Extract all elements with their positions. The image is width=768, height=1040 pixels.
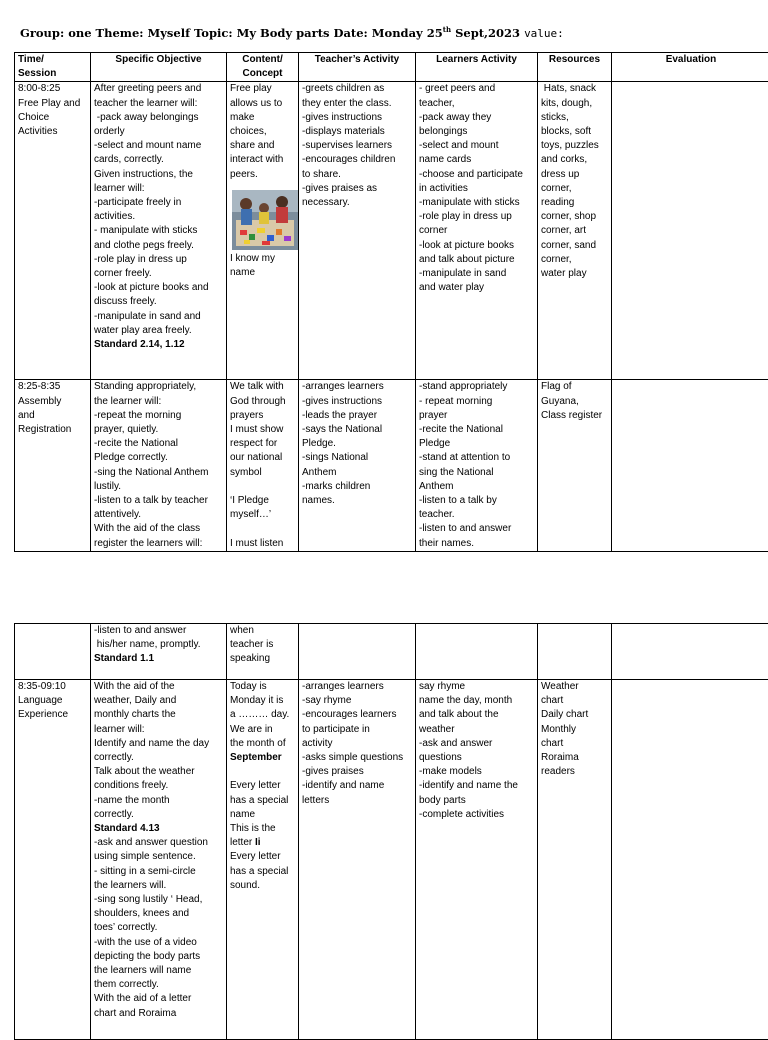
text-line: Identify and name the day [94,737,223,751]
text-line: Experience [18,708,87,722]
text-line: necessary. [302,196,412,210]
table-row [15,82,768,380]
letter-prefix: letter [230,837,255,848]
cell-resources [538,624,612,680]
text-line: -supervises learners [302,139,412,153]
text-line: Anthem [302,466,412,480]
children-playing-photo [232,190,298,250]
text-line: Hats, snack [541,82,608,96]
text-line: -listen to and answer [419,522,534,536]
text-line: the learners will name [94,964,223,978]
standard-label: Standard 1.1 [94,652,223,666]
letter-name: Ii [255,837,261,848]
objective-lines [94,624,223,652]
text-line: -manipulate with sticks [419,196,534,210]
text-line: -pack away belongings [94,111,223,125]
text-line: -complete activities [419,808,534,822]
text-line: Today is [230,680,295,694]
text-line: has a special [230,794,295,808]
text-line: corner, art [541,224,608,238]
text-line: Monthly [541,723,608,737]
text-line [230,765,295,779]
text-line: -ask and answer [419,737,534,751]
content-lines-c [230,850,295,893]
text-line: -arranges learners [302,380,412,394]
header-evaluation: Evaluation [612,53,768,82]
text-line: -with the use of a video [94,936,223,950]
text-line: body parts [419,794,534,808]
text-line: activities. [94,210,223,224]
text-line: -leads the prayer [302,409,412,423]
text-line: I must show [230,423,295,437]
objective-lines-more [94,836,223,1021]
text-line: -stand appropriately [419,380,534,394]
header-learners: Learners Activity [416,53,538,82]
header-objective: Specific Objective [91,53,227,82]
cell-learners [416,82,538,380]
text-line: 8:35-09:10 [18,680,87,694]
text-line: choices, [230,125,295,139]
text-line: -arranges learners [302,680,412,694]
text-line: -marks children [302,480,412,494]
text-line: -role play in dress up [94,253,223,267]
text-line: readers [541,765,608,779]
text-line: This is the [230,822,295,836]
text-line: sound. [230,879,295,893]
text-line: corner [419,224,534,238]
content-month: September [230,751,295,765]
text-line: Every letter [230,850,295,864]
text-line: Monday it is [230,694,295,708]
text-line: prayer, quietly. [94,423,223,437]
text-line: Pledge [419,437,534,451]
text-line: names. [302,494,412,508]
text-line: activity [302,737,412,751]
table-row [15,680,768,1040]
text-line: -says the National [302,423,412,437]
text-line: chart [541,694,608,708]
text-line: -participate freely in [94,196,223,210]
text-line: shoulders, knees and [94,907,223,921]
cell-time [15,680,91,1040]
cell-content [227,380,299,552]
text-line: symbol [230,466,295,480]
text-line: them correctly. [94,978,223,992]
text-line: toes’ correctly. [94,921,223,935]
text-line: We talk with [230,380,295,394]
text-line: depicting the body parts [94,950,223,964]
page-title [20,25,760,40]
text-line: Roraima [541,751,608,765]
header-row [15,53,768,82]
header-content [227,53,299,82]
text-line: -role play in dress up [419,210,534,224]
text-line: the learner will: [94,395,223,409]
text-line: corner, sand [541,239,608,253]
title-value: value: [524,27,564,40]
text-line: -manipulate in sand [419,267,534,281]
text-line: Free play [230,82,295,96]
text-line: Every letter [230,779,295,793]
text-line: Content/ [230,53,295,67]
text-line: chart [541,737,608,751]
text-line: -listen to and answer [94,624,223,638]
text-line: -gives praises [302,765,412,779]
text-line: belongings [419,125,534,139]
text-line: 8:00-8:25 [18,82,87,96]
cell-time [15,624,91,680]
title-superscript: th [443,25,451,34]
text-line: when [230,624,295,638]
table-row [15,624,768,680]
text-line: monthly charts the [94,708,223,722]
text-line: name [230,266,295,280]
text-line: the learners will. [94,879,223,893]
content-lines-b [230,765,295,836]
text-line: their names. [419,537,534,551]
text-line: With the aid of the class [94,522,223,536]
text-line: Guyana, [541,395,608,409]
text-line: correctly. [94,751,223,765]
standard-label: Standard 2.14, 1.12 [94,338,223,352]
title-main: Group: one Theme: Myself Topic: My Body parts Date: Monday 25 [20,26,443,40]
header-time [15,53,91,82]
text-line: - sitting in a semi-circle [94,865,223,879]
text-line: make [230,111,295,125]
text-line: Language [18,694,87,708]
text-line: -gives instructions [302,111,412,125]
cell-time [15,82,91,380]
text-line: speaking [230,652,295,666]
text-line: corner, [541,182,608,196]
text-line: attentively. [94,508,223,522]
text-line: -encourages learners [302,708,412,722]
text-line: prayers [230,409,295,423]
text-line: a ……… day. [230,708,295,722]
text-line: -say rhyme [302,694,412,708]
text-line: water play area freely. [94,324,223,338]
text-line: -asks simple questions [302,751,412,765]
text-line: lustily. [94,480,223,494]
cell-objective [91,624,227,680]
text-line: -greets children as [302,82,412,96]
text-line: dress up [541,168,608,182]
cell-objective [91,380,227,552]
content-lines [230,680,295,751]
lesson-plan-table-1 [14,52,768,552]
text-line: name the day, month [419,694,534,708]
lesson-plan-table-2 [14,623,768,1040]
text-line: teacher. [419,508,534,522]
text-line: -repeat the morning [94,409,223,423]
text-line: learner will: [94,723,223,737]
text-line: 8:25-8:35 [18,380,87,394]
text-line: sticks, [541,111,608,125]
text-line: -recite the National [419,423,534,437]
text-line: Talk about the weather [94,765,223,779]
text-line: Anthem [419,480,534,494]
text-line: myself…’ [230,508,295,522]
content-letter-line [230,836,295,850]
cell-teacher [299,680,416,1040]
standard-label: Standard 4.13 [94,822,223,836]
title-end: Sept,2023 [451,26,524,40]
text-line: interact with [230,153,295,167]
text-line: Given instructions, the [94,168,223,182]
text-line: Concept [230,67,295,81]
text-line: Standing appropriately, [94,380,223,394]
text-line: and clothe pegs freely. [94,239,223,253]
text-line: and corks, [541,153,608,167]
text-line: corner, shop [541,210,608,224]
text-line: -look at picture books [419,239,534,253]
text-line: reading [541,196,608,210]
text-line: teacher, [419,97,534,111]
text-line: -identify and name the [419,779,534,793]
text-line: Weather [541,680,608,694]
text-line: they enter the class. [302,97,412,111]
cell-evaluation [612,82,768,380]
cell-content [227,680,299,1040]
text-line: toys, puzzles [541,139,608,153]
cell-objective [91,82,227,380]
text-line: water play [541,267,608,281]
text-line: allows us to [230,97,295,111]
text-line: learner will: [94,182,223,196]
cell-evaluation [612,624,768,680]
text-line: Activities [18,125,87,139]
text-line: -ask and answer question [94,836,223,850]
text-line: share and [230,139,295,153]
text-line: the month of [230,737,295,751]
text-line: Pledge correctly. [94,451,223,465]
text-line: With the aid of the [94,680,223,694]
text-line: - repeat morning [419,395,534,409]
text-line: -manipulate in sand and [94,310,223,324]
cell-learners [416,380,538,552]
text-line: With the aid of a letter [94,992,223,1006]
text-line: Assembly [18,395,87,409]
text-line: -choose and participate [419,168,534,182]
text-line: Time/ [18,53,87,67]
text-line: and talk about the [419,708,534,722]
text-line: -select and mount [419,139,534,153]
text-line: in activities [419,182,534,196]
text-line: blocks, soft [541,125,608,139]
text-line: Session [18,67,87,81]
text-line: to participate in [302,723,412,737]
text-line: chart and Roraima [94,1007,223,1021]
text-line: correctly. [94,808,223,822]
text-line: teacher the learner will: [94,97,223,111]
text-line: I know my [230,252,295,266]
text-line: letters [302,794,412,808]
text-line: - greet peers and [419,82,534,96]
text-line: -sing song lustily ‘ Head, [94,893,223,907]
header-teacher: Teacher’s Activity [299,53,416,82]
cell-resources [538,380,612,552]
text-line: -displays materials [302,125,412,139]
text-line: teacher is [230,638,295,652]
text-line: and talk about picture [419,253,534,267]
text-line: our national [230,451,295,465]
cell-content [227,82,299,380]
text-line: peers. [230,168,295,182]
text-line: sing the National [419,466,534,480]
text-line: corner freely. [94,267,223,281]
cell-resources [538,680,612,1040]
text-line: Daily chart [541,708,608,722]
cell-learners [416,624,538,680]
text-line: -gives instructions [302,395,412,409]
text-line: -sing the National Anthem [94,466,223,480]
text-line: -select and mount name [94,139,223,153]
cell-content [227,624,299,680]
text-line: I must listen [230,537,295,551]
content-lines [230,82,295,181]
text-line: prayer [419,409,534,423]
text-line: We are in [230,723,295,737]
text-line: Flag of [541,380,608,394]
text-line: -sings National [302,451,412,465]
header-resources: Resources [538,53,612,82]
text-line: to share. [302,168,412,182]
cell-objective [91,680,227,1040]
objective-lines [94,82,223,338]
text-line: cards, correctly. [94,153,223,167]
text-line [230,480,295,494]
cell-teacher [299,624,416,680]
text-line: -listen to a talk by [419,494,534,508]
text-line: weather [419,723,534,737]
text-line: ‘I Pledge [230,494,295,508]
text-line: Free Play and [18,97,87,111]
objective-lines [94,680,223,822]
text-line: -pack away they [419,111,534,125]
text-line: and water play [419,281,534,295]
cell-teacher [299,380,416,552]
text-line: Pledge. [302,437,412,451]
text-line: God through [230,395,295,409]
cell-learners [416,680,538,1040]
cell-evaluation [612,380,768,552]
cell-evaluation [612,680,768,1040]
text-line: conditions freely. [94,779,223,793]
text-line: After greeting peers and [94,82,223,96]
text-line: -look at picture books and [94,281,223,295]
text-line: corner, [541,253,608,267]
text-line: Registration [18,423,87,437]
text-line: -identify and name [302,779,412,793]
text-line: weather, Daily and [94,694,223,708]
text-line: register the learners will: [94,537,223,551]
text-line: his/her name, promptly. [94,638,223,652]
text-line: has a special [230,865,295,879]
text-line: orderly [94,125,223,139]
text-line: kits, dough, [541,97,608,111]
content-lines-after [230,252,295,280]
text-line: using simple sentence. [94,850,223,864]
text-line: name cards [419,153,534,167]
text-line: questions [419,751,534,765]
text-line: say rhyme [419,680,534,694]
text-line [230,522,295,536]
text-line: -gives praises as [302,182,412,196]
text-line: name [230,808,295,822]
text-line: Choice [18,111,87,125]
text-line: discuss freely. [94,295,223,309]
text-line: -make models [419,765,534,779]
text-line: respect for [230,437,295,451]
text-line: Class register [541,409,608,423]
text-line: -stand at attention to [419,451,534,465]
cell-resources [538,82,612,380]
text-line: -name the month [94,794,223,808]
table-row [15,380,768,552]
text-line: -encourages children [302,153,412,167]
text-line: and [18,409,87,423]
cell-teacher [299,82,416,380]
text-line: -recite the National [94,437,223,451]
text-line: -listen to a talk by teacher [94,494,223,508]
cell-time [15,380,91,552]
text-line: - manipulate with sticks [94,224,223,238]
